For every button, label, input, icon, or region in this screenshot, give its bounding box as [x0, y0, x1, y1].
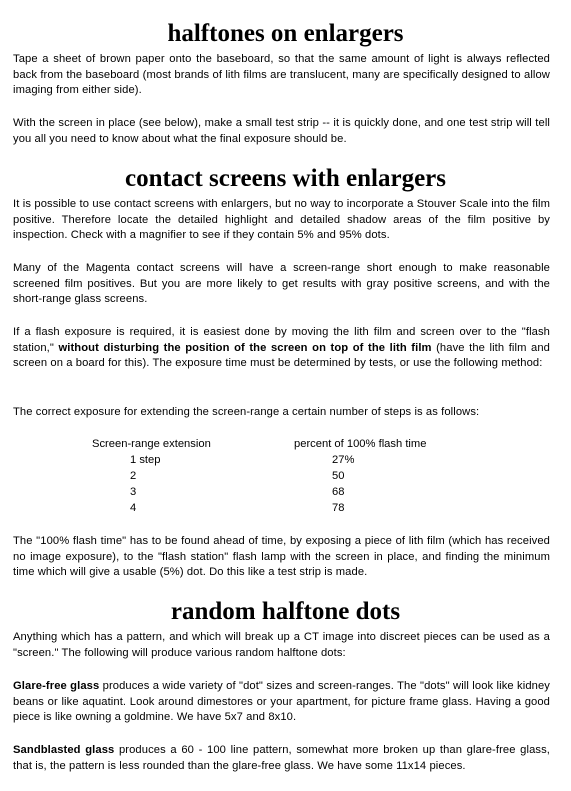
paragraph-100-flash-time: The "100% flash time" has to be found ahead of time, by exposing a piece of lith film (which has received no image exposure), to the "flash station" flash lamp with the screen in place, and finding the minimum time which will give a usable (5%) dot. Do this like a test strip is made.	[13, 535, 550, 579]
table-cell-percent: 68	[332, 486, 345, 498]
paragraph-correct-exposure: The correct exposure for extending the screen-range a certain number of steps is as follows:	[13, 406, 480, 418]
paragraph-glare-free-glass	[13, 679, 550, 726]
paragraph-test-strip: With the screen in place (see below), make a small test strip -- it is quickly done, and one test strip will tell you all you need to know about what the final exposure should be.	[13, 117, 550, 145]
flash-text-before: If a flash exposure is required, it is easiest done by moving the lith film and screen over to the "flash station,"	[13, 326, 550, 354]
table-cell-steps: 1 step	[130, 454, 161, 466]
table-cell-steps: 2	[130, 470, 137, 482]
paragraph-random-intro: Anything which has a pattern, and which will break up a CT image into discreet pieces can be used as a "screen." The following will produce various random halftone dots:	[13, 631, 550, 659]
heading-halftones-on-enlargers: halftones on enlargers	[167, 20, 404, 47]
table-header-percent: percent of 100% flash time	[294, 438, 427, 450]
table-cell-steps: 3	[130, 486, 137, 498]
term-glare-free-glass: Glare-free glass	[13, 680, 100, 692]
paragraph-sandblasted-glass	[13, 743, 550, 774]
table-cell-percent: 78	[332, 502, 345, 514]
table-cell-percent: 50	[332, 470, 345, 482]
heading-random-halftone-dots: random halftone dots	[170, 598, 401, 625]
text-sandblasted-glass: produces a 60 - 100 line pattern, somewhat more broken up than glare-free glass, that is, the pattern is less rounded than the glare-free glass. We have some 11x14 pieces.	[13, 744, 550, 772]
text-glare-free-glass: produces a wide variety of "dot" sizes and screen-ranges. The "dots" will look like kidney beans or like aquatint. Look around dimestores or your apartment, for picture frame glass. Having a good piece is like owning a goldmine. We have 5x7 and 8x10.	[13, 680, 550, 724]
term-sandblasted-glass: Sandblasted glass	[13, 744, 115, 756]
paragraph-flash-exposure	[13, 325, 550, 372]
table-cell-percent: 27%	[332, 454, 355, 466]
paragraph-contact-screens-intro: It is possible to use contact screens with enlargers, but no way to incorporate a Stouver Scale into the film positive. Therefore locate the detailed highlight and detailed shadow areas of the film positive by inspection. Check with a magnifier to see if they contain 5% and 95% dots.	[13, 198, 550, 242]
flash-text-after: (have the lith film and screen on a board for this). The exposure time must be determined by tests, or use the following method:	[13, 341, 550, 370]
heading-contact-screens: contact screens with enlargers	[125, 165, 446, 192]
paragraph-magenta-screens: Many of the Magenta contact screens will have a screen-range short enough to make reasonable screened film positives. But you are more likely to get results with gray positive screens, and with the short-range glass screens.	[13, 262, 550, 306]
flash-text-bold: without disturbing the position of the screen on top of the lith film	[58, 341, 432, 354]
table-header-extension: Screen-range extension	[92, 438, 211, 450]
table-cell-steps: 4	[130, 502, 137, 514]
paragraph-brown-paper: Tape a sheet of brown paper onto the baseboard, so that the same amount of light is always reflected back from the baseboard (most brands of lith films are translucent, many are specifically designed to allow imaging from either side).	[13, 53, 550, 97]
